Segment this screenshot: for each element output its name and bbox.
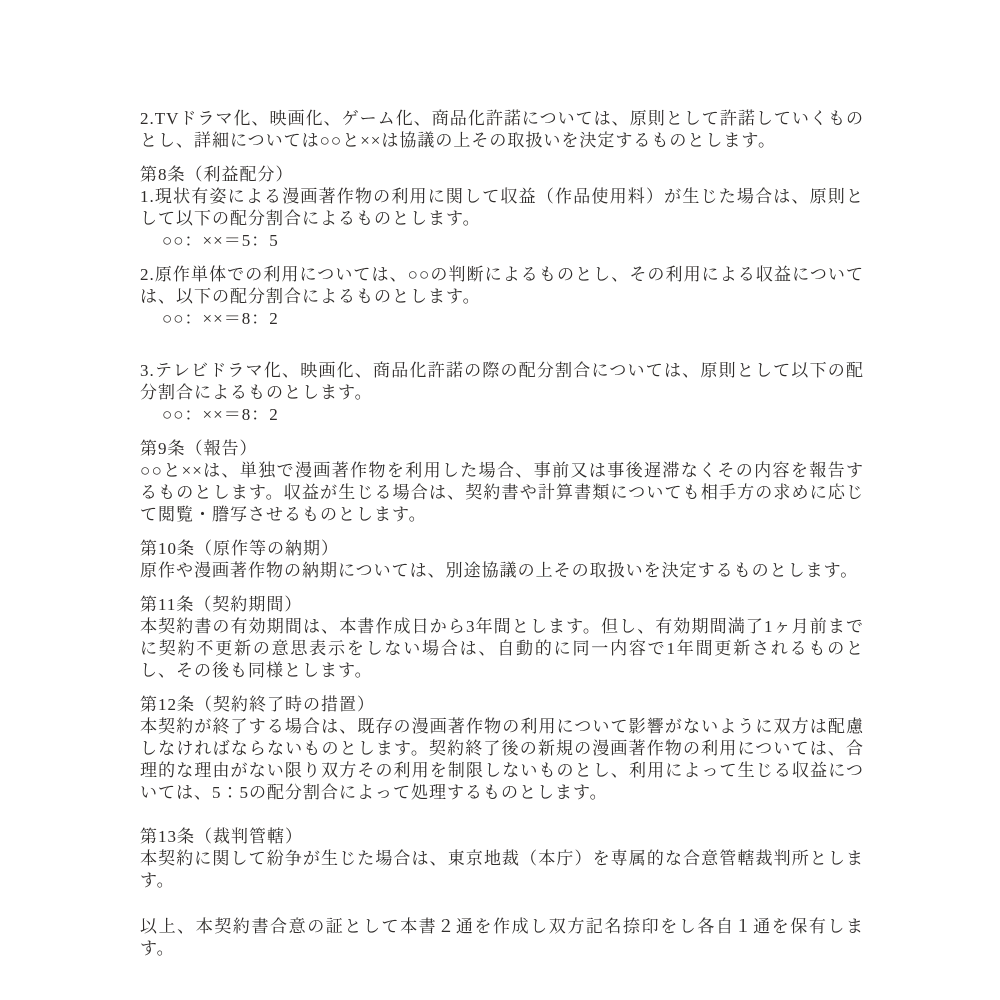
article-11-heading: 第11条（契約期間） bbox=[140, 595, 303, 614]
article-8-heading: 第8条（利益配分） bbox=[140, 165, 294, 184]
article-8-item-1: 1.現状有姿による漫画著作物の利用に関して収益（作品使用料）が生じた場合は、原則として以下の配分割合によるものとします。 bbox=[140, 187, 864, 228]
article-11-body: 本契約書の有効期間は、本書作成日から3年間とします。但し、有効期間満了1ヶ月前までに契約不更新の意思表示をしない場合は、自動的に同一内容で1年間更新されるものとし、その後も同様とします。 bbox=[140, 617, 864, 680]
ratio-line-8-2-first: ○○：××＝8：2 bbox=[162, 309, 279, 328]
article-9-heading: 第9条（報告） bbox=[140, 439, 258, 458]
ratio-line-5-5: ○○：××＝5：5 bbox=[162, 231, 279, 250]
article-9-body: ○○と××は、単独で漫画著作物を利用した場合、事前又は事後遅滞なくその内容を報告するものとします。収益が生じる場合は、契約書や計算書類についても相手方の求めに応じて閲覧・謄写させるものとします。 bbox=[140, 461, 864, 524]
article-8-item-3: 3.テレビドラマ化、映画化、商品化許諾の際の配分割合については、原則として以下の配分割合によるものとします。 bbox=[140, 361, 864, 402]
article-13-heading: 第13条（裁判管轄） bbox=[140, 827, 303, 846]
article-10-heading: 第10条（原作等の納期） bbox=[140, 539, 339, 558]
ratio-line-8-2-second: ○○：××＝8：2 bbox=[162, 405, 279, 424]
article-12-heading: 第12条（契約終了時の措置） bbox=[140, 695, 375, 714]
closing-statement: 以上、本契約書合意の証として本書２通を作成し双方記名捺印をし各自１通を保有します。 bbox=[140, 917, 864, 958]
article-8-item-2: 2.原作単体での利用については、○○の判断によるものとし、その利用による収益については、以下の配分割合によるものとします。 bbox=[140, 265, 864, 306]
article-12-body: 本契約が終了する場合は、既存の漫画著作物の利用について影響がないように双方は配慮しなければならないものとします。契約終了後の新規の漫画著作物の利用については、合理的な理由がない限り双方その利用を制限しないものとし、利用によって生じる収益については、5：5の配分割合によって処理するものとします。 bbox=[140, 717, 864, 802]
contract-text-area bbox=[140, 108, 864, 960]
article-13-body: 本契約に関して紛争が生じた場合は、東京地裁（本庁）を専属的な合意管轄裁判所とします。 bbox=[140, 849, 864, 890]
article-10-body: 原作や漫画著作物の納期については、別途協議の上その取扱いを決定するものとします。 bbox=[140, 561, 859, 580]
clause-tv-drama: 2.TVドラマ化、映画化、ゲーム化、商品化許諾については、原則として許諾していくものとし、詳細については○○と××は協議の上その取扱いを決定するものとします。 bbox=[140, 109, 864, 150]
